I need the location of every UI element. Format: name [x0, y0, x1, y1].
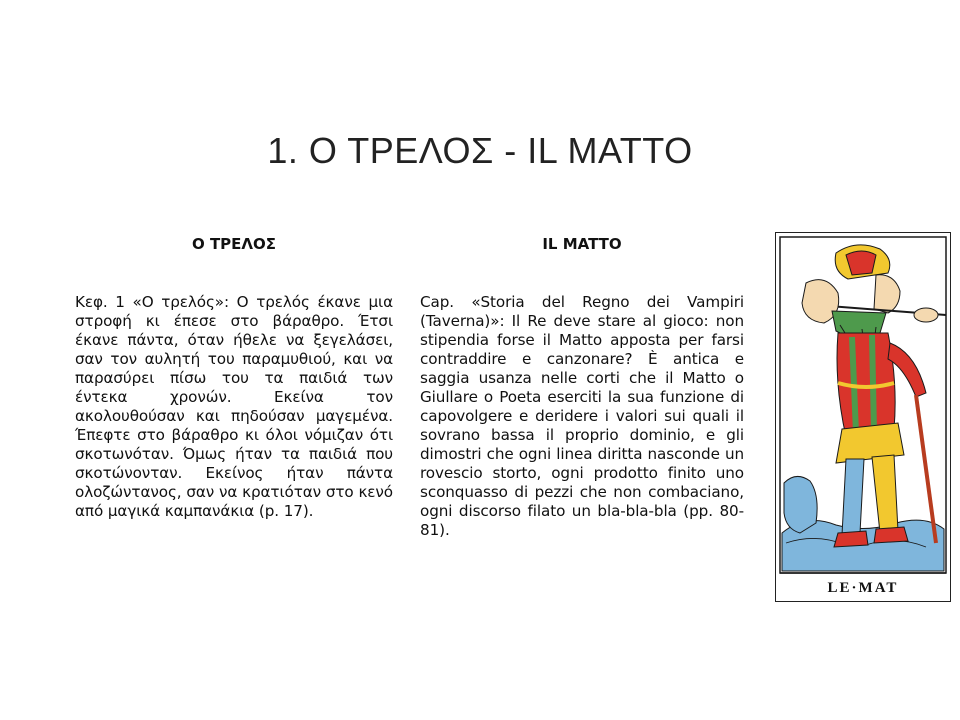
italian-column-heading: IL MATTO — [542, 235, 622, 253]
slide-title: 1. Ο ΤΡΕΛΟΣ - IL MATTO — [267, 130, 693, 171]
fool-illustration — [776, 233, 950, 601]
greek-column-text: Κεφ. 1 «Ο τρελός»: Ο τρελός έκανε μια στροφή κι έπεσε στο βάραθρο. Έτσι έκανε πάντα, όταν ήθελε να ξεγελάσει, σαν τον αυλητή του παραμυθιού, και να παρασύρει πίσω του τα παιδιά των έντεκα χρονών. Εκείνα τον ακολουθούσαν και πηδούσαν μαγεμένα. Έπεφτε στο βάραθρο κι όλοι νόμιζαν ότι σκοτωνόταν. Όμως ήταν τα παιδιά που σκοτώνονταν. Εκείνος ήταν πάντα ολοζώντανος, σαν να κρατιόταν στο κενό από μαγικά καμπανάκια (p. 17). — [75, 293, 393, 520]
card-title-label: LE·MAT — [827, 580, 899, 596]
italian-column-text: Cap. «Storia del Regno dei Vampiri (Taverna)»: Il Re deve stare al gioco: non stipendia forse il Matto apposta per farsi contraddire e canzonare? È antica e saggia usanza nelle corti che il Matto o Giullare o Poeta eserciti la sua funzione di capovolgere e deridere i valori sui quali il sovrano bassa il proprio dominio, e gli dimostri che ogni linea diritta nasconde un rovescio storto, ogni prodotto finito uno sconquasso di pezzi che non combaciano, ogni discorso filato un bla-bla-bla (pp. 80-81). — [420, 293, 744, 539]
tarot-card-le-mat — [775, 232, 951, 602]
greek-column-heading: Ο ΤΡΕΛΟΣ — [191, 235, 277, 253]
